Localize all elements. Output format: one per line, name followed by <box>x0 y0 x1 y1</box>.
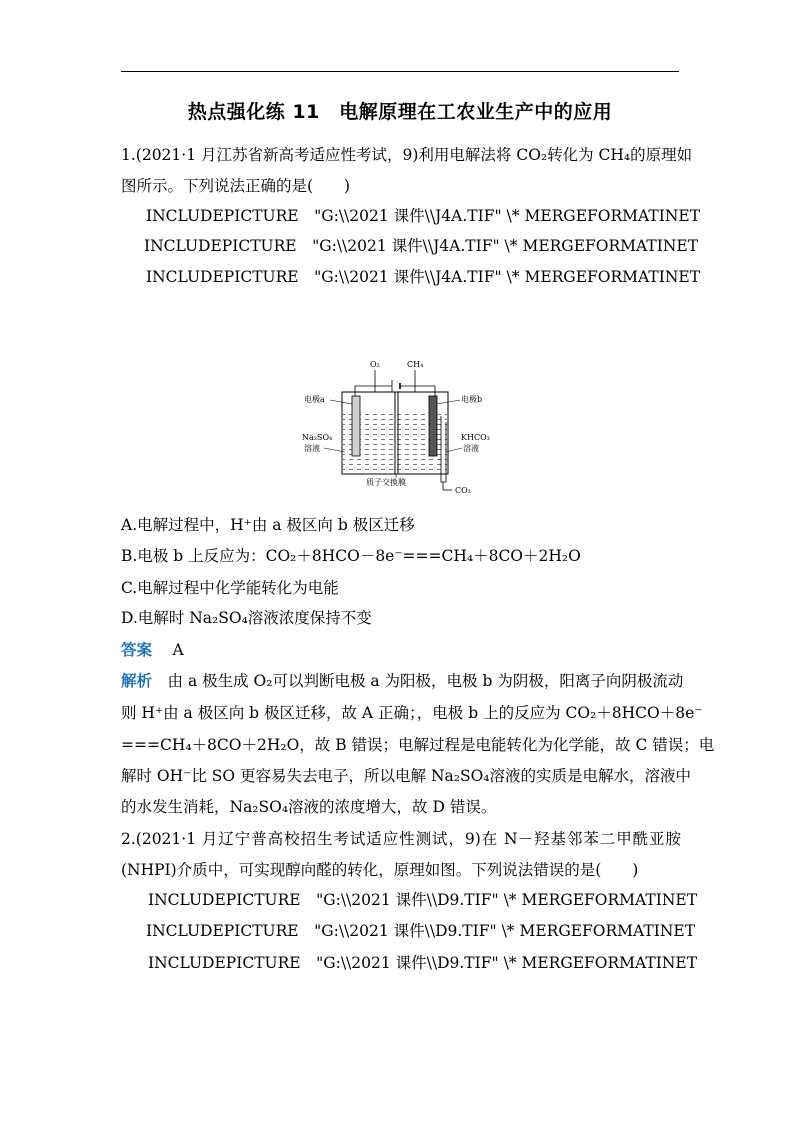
left-solution-label-1: Na₂SO₄ <box>302 433 333 442</box>
answer-value: A <box>172 641 184 659</box>
electrode-b <box>429 396 437 456</box>
electrode-b-label: 电极b <box>461 395 483 404</box>
q1-option-b: B.电极 b 上反应为：CO₂＋8HCO－8e⁻===CH₄＋8CO＋2H₂O <box>121 547 581 565</box>
q1-analysis-line: ===CH₄＋8CO＋2H₂O，故 B 错误；电解过程是电能转化为化学能，故 C 错误；电 <box>121 736 715 754</box>
q1-analysis-line: 的水发生消耗，Na₂SO₄溶液的浓度增大，故 D 错误。 <box>121 798 497 816</box>
q2-include-line: INCLUDEPICTURE "G:\\2021 课件\\D9.TIF" \* MERGEFORMATINET <box>148 891 698 909</box>
q1-include-line: INCLUDEPICTURE "G:\\2021 课件\\J4A.TIF" \* MERGEFORMATINET <box>144 237 699 255</box>
wire-left <box>355 386 392 396</box>
q1-analysis-line1 <box>121 671 684 691</box>
analysis-label: 解析 <box>121 672 153 690</box>
q1-option-c: C.电解过程中化学能转化为电能 <box>121 579 339 597</box>
q1-option-a: A.电解过程中，H⁺由 a 极区向 b 极区迁移 <box>121 516 415 534</box>
q1-option-d: D.电解时 Na₂SO₄溶液浓度保持不变 <box>121 609 372 627</box>
q2-stem-line2: (NHPI)介质中，可实现醇向醛的转化，原理如图。下列说法错误的是( ) <box>121 861 639 879</box>
electrolysis-cell-diagram <box>300 352 500 500</box>
q2-include-line: INCLUDEPICTURE "G:\\2021 课件\\D9.TIF" \* MERGEFORMATINET <box>148 954 698 972</box>
q1-stem-line1: 1.(2021·1 月江苏省新高考适应性考试，9)利用电解法将 CO₂转化为 CH₄的原理如 <box>121 146 693 164</box>
q1-include-line: INCLUDEPICTURE "G:\\2021 课件\\J4A.TIF" \* MERGEFORMATINET <box>146 268 701 286</box>
right-solution-label-1: KHCO₃ <box>461 433 490 442</box>
page-title: 热点强化练 11 电解原理在工农业生产中的应用 <box>187 101 613 123</box>
answer-label: 答案 <box>121 641 153 659</box>
o2-label: O₂ <box>370 360 380 369</box>
analysis-text: 由 a 极生成 O₂可以判断电极 a 为阳极，电极 b 为阴极，阳离子向阴极流动 <box>152 672 684 690</box>
left-solution-label-2: 溶液 <box>304 444 320 453</box>
header-rule <box>121 71 679 72</box>
membrane-label: 质子交换膜 <box>366 478 406 487</box>
ch4-label: CH₄ <box>407 360 424 369</box>
q2-stem-line1: 2.(2021·1 月辽宁普高校招生考试适应性测试，9)在 N－羟基邻苯二甲酰亚胺 <box>121 830 681 848</box>
electrode-a-label: 电极a <box>304 395 325 404</box>
electrode-a-leader <box>330 400 352 404</box>
q1-stem-line2: 图所示。下列说法正确的是( ) <box>121 177 351 195</box>
q1-analysis-line: 则 H⁺由 a 极区向 b 极区迁移，故 A 正确；，电极 b 上的反应为 CO₂＋8HCO＋8e⁻ <box>121 704 703 722</box>
wire-right <box>400 386 435 396</box>
q2-include-line: INCLUDEPICTURE "G:\\2021 课件\\D9.TIF" \* MERGEFORMATINET <box>146 922 696 940</box>
q1-analysis-line: 解时 OH⁻比 SO 更容易失去电子，所以电解 Na₂SO₄溶液的实质是电解水，溶液中 <box>121 767 691 785</box>
q1-include-line: INCLUDEPICTURE "G:\\2021 课件\\J4A.TIF" \* MERGEFORMATINET <box>146 207 701 225</box>
right-solution-label-2: 溶液 <box>463 444 479 453</box>
electrode-a <box>352 396 360 456</box>
co2-label: CO₂ <box>455 486 471 495</box>
q1-answer-row <box>121 640 681 660</box>
